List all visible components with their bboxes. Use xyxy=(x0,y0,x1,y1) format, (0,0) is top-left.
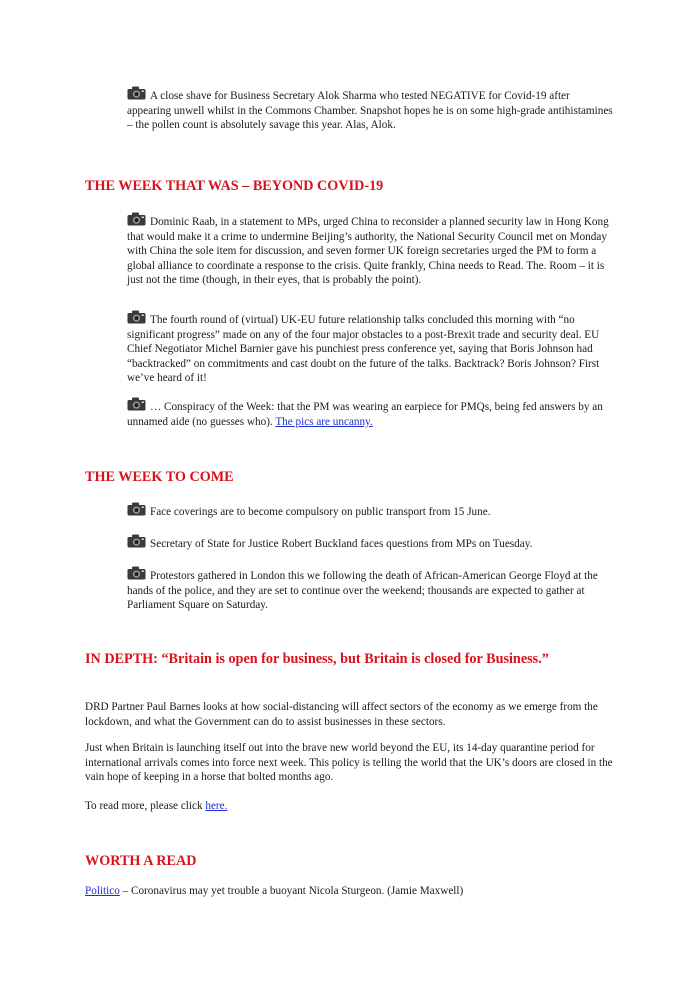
camera-icon xyxy=(127,86,146,100)
pics-link[interactable]: The pics are uncanny. xyxy=(275,415,373,428)
bullet-buckland xyxy=(127,534,615,552)
bullet-alok-sharma xyxy=(127,86,615,133)
bullet-text: The fourth round of (virtual) UK-EU future relationship talks concluded this morning with “no significant progress” made on any of the four major obstacles to a post-Brexit trade and security deal. EU Chief Negotiator Michel Barnier gave his punchiest press conference yet, saying that Boris Johnson had “backtracked” on commitments and cast doubt on the future of the talks. Backtrack? Boris Johnson? First we’ve heard of it! xyxy=(127,314,600,385)
bullet-text: … Conspiracy of the Week: that the PM was wearing an earpiece for PMQs, being fed answers by an unnamed aide (no guesses who). xyxy=(127,401,603,428)
bullet-text: Protestors gathered in London this we following the death of African-American George Floyd at the hands of the police, and they are set to continue over the weekend; thousands are expected to gather at Parliament Square on Saturday. xyxy=(127,570,598,612)
bullet-text: Secretary of State for Justice Robert Buckland faces questions from MPs on Tuesday. xyxy=(150,538,533,550)
camera-icon xyxy=(127,397,146,411)
politico-link[interactable]: Politico xyxy=(85,885,120,897)
in-depth-paragraph-2: Just when Britain is launching itself out into the brave new world beyond the EU, its 14-day quarantine period for international arrivals comes into force next week. This policy is telling the world that the UK’s doors are closed in the vain hope of keeping in a horse that bolted months ago. xyxy=(85,742,613,784)
worth-a-read-text: – Coronavirus may yet trouble a buoyant Nicola Sturgeon. (Jamie Maxwell) xyxy=(122,885,464,897)
camera-icon xyxy=(127,566,146,580)
camera-icon xyxy=(127,212,146,226)
bullet-text: Dominic Raab, in a statement to MPs, urged China to reconsider a planned security law in Hong Kong that would make it a crime to undermine Beijing’s authority, the National Security Council met on Monday with China the sole item for discussion, and seven former UK foreign secretaries urged the PM to form a global alliance to coordinate a response to the crisis. Quite frankly, China needs to Read. The. Room – it is just not the time (though, in their eyes, that is probably the point). xyxy=(127,216,609,287)
in-depth-paragraph-1: DRD Partner Paul Barnes looks at how social-distancing will affect sectors of the economy as we emerge from the lockdown, and what the Government can do to assist businesses in these sectors. xyxy=(85,701,598,728)
bullet-protestors xyxy=(127,566,615,613)
section-heading-worth-a-read: WORTH A READ xyxy=(85,853,197,869)
section-heading-in-depth: IN DEPTH: “Britain is open for business, but Britain is closed for Business.” xyxy=(85,651,549,667)
bullet-text: Face coverings are to become compulsory on public transport from 15 June. xyxy=(150,506,491,518)
read-more-line xyxy=(85,799,617,814)
section-heading-week-that-was: THE WEEK THAT WAS – BEYOND COVID-19 xyxy=(85,178,384,194)
bullet-face-coverings xyxy=(127,502,615,520)
bullet-conspiracy xyxy=(127,397,615,429)
read-more-text: To read more, please click xyxy=(85,800,203,812)
bullet-text: A close shave for Business Secretary Alok Sharma who tested NEGATIVE for Covid-19 after appearing unwell whilst in the Commons Chamber. Snapshot hopes he is on some high-grade antihistamines – the pollen count is absolutely savage this year. Alas, Alok. xyxy=(127,90,613,132)
bullet-uk-eu-talks xyxy=(127,310,615,386)
section-heading-week-to-come: THE WEEK TO COME xyxy=(85,469,234,485)
bullet-dominic-raab xyxy=(127,212,615,288)
camera-icon xyxy=(127,502,146,516)
camera-icon xyxy=(127,310,146,324)
camera-icon xyxy=(127,534,146,548)
worth-a-read-line xyxy=(85,884,617,899)
read-more-link[interactable]: here. xyxy=(205,800,228,812)
